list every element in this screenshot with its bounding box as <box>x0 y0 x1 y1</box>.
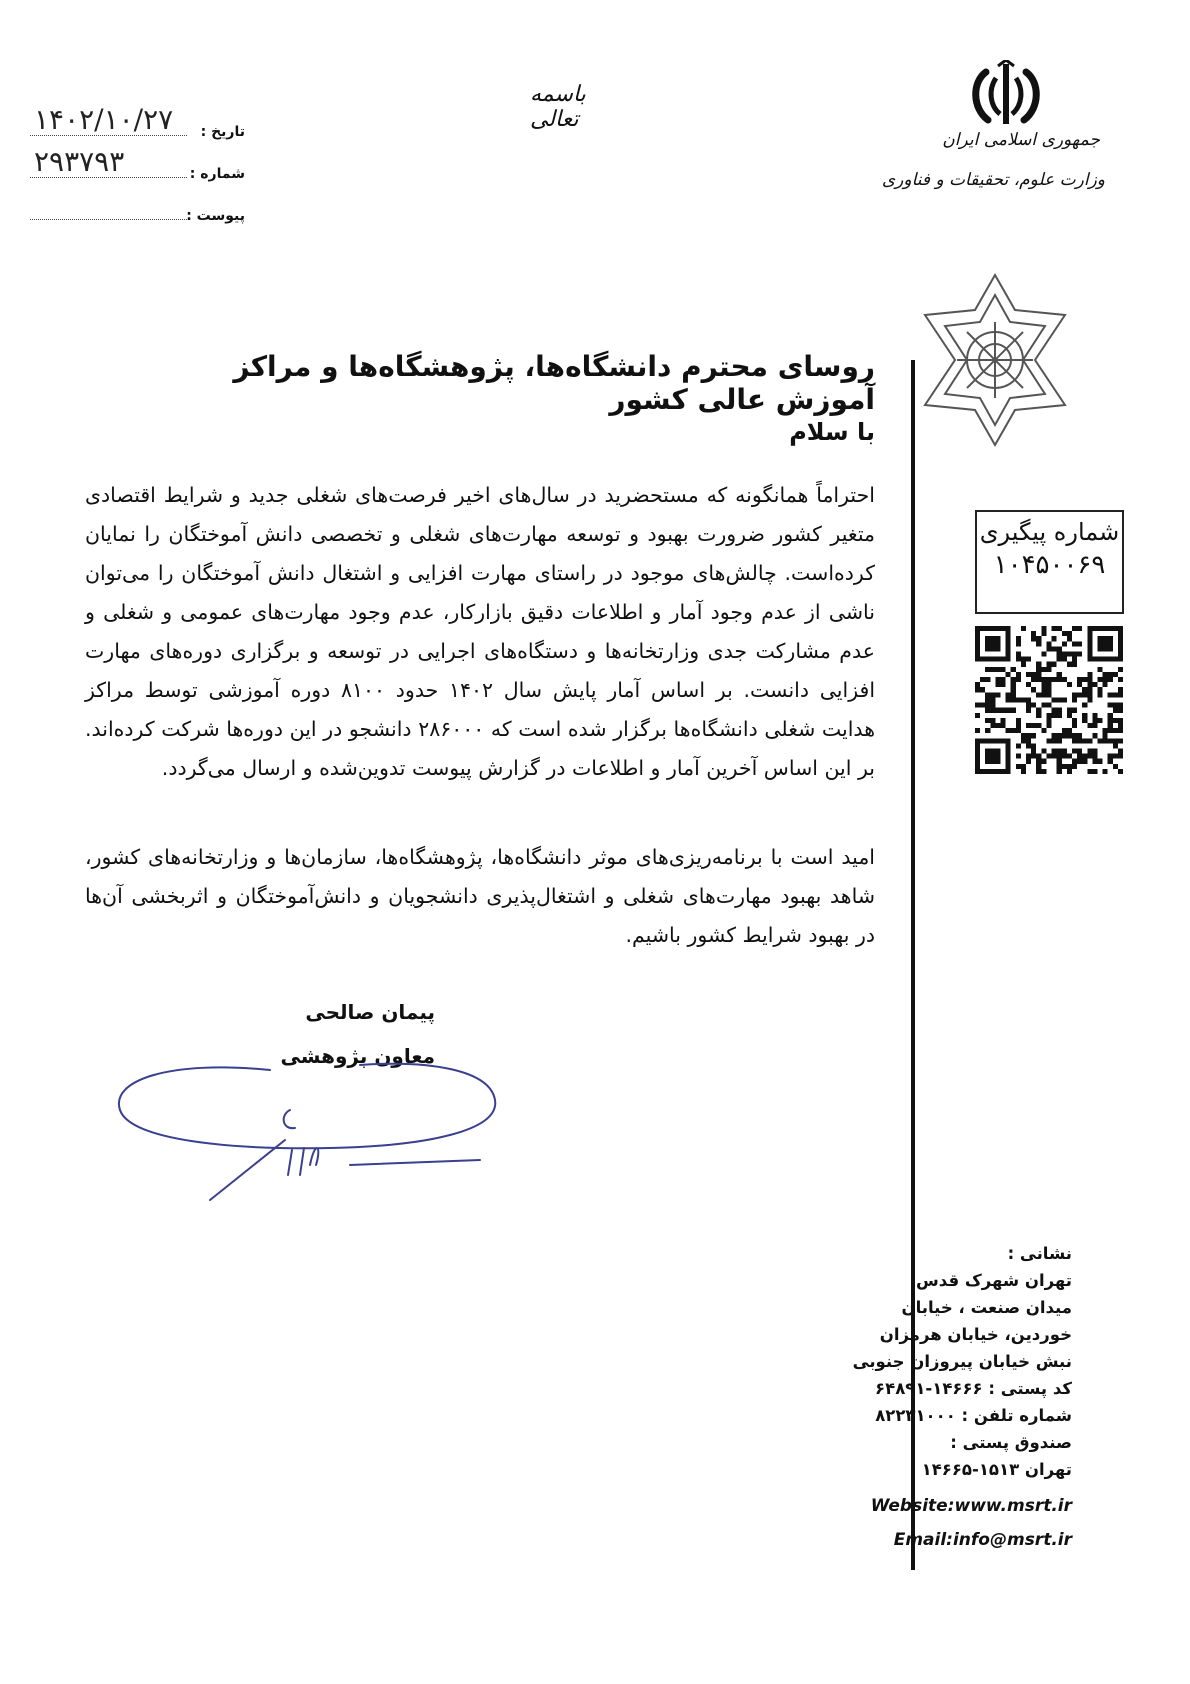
iran-emblem-icon <box>970 60 1042 130</box>
attachment-label: پیوست : <box>186 208 245 224</box>
paragraph-1: احتراماً همانگونه که مستحضرید در سال‌های اخیر فرصت‌های شغلی جدید و شرایط اقتصادی متغیر کشور ضرورت بهبود و توسعه مهارت‌های شغلی و تخصصی دانش آموختگان را نمایان کرده‌است. چالش‌های موجود در راستای مهارت افزایی و اشتغال دانش آموختگان را می‌توان ناشی از عدم وجود آمار و اطلاعات دقیق بازارکار، عدم وجود مهارت‌های عمومی و شغلی و عدم مشارکت جدی وزارتخانه‌ها و دستگاه‌های اجرایی در توسعه و برگزاری دوره‌های مهارت افزایی دانست. بر اساس آمار پایش سال ۱۴۰۲ حدود ۸۱۰۰ دوره آموزشی توسط مراکز هدایت شغلی دانشگاه‌ها برگزار شده است که ۲۸۶۰۰۰ دانشجو در این دوره‌ها شرکت کرده‌اند. بر این اساس آخرین آمار و اطلاعات در گزارش پیوست تدوین‌شده و ارسال می‌گردد. <box>85 483 876 780</box>
tracking-label: شماره پیگیری <box>979 518 1120 546</box>
pobox-value: تهران ۱۵۱۳-۱۴۶۶۵ <box>921 1460 1072 1479</box>
recipient-heading: روسای محترم دانشگاه‌ها، پژوهشگاه‌ها و مراکز آموزش عالی کشور <box>233 350 875 416</box>
date-label: تاریخ : <box>200 124 245 140</box>
qr-code-icon <box>975 625 1123 775</box>
ornament-icon <box>915 270 1075 450</box>
number-label: شماره : <box>189 166 245 182</box>
address-line2: میدان صنعت ، خیابان <box>901 1298 1072 1317</box>
address-block <box>812 1240 1072 1483</box>
date-row <box>30 103 245 142</box>
signer-title: معاون پژوهشی <box>280 1044 435 1068</box>
greeting: با سلام <box>789 418 875 446</box>
pobox-label: صندوق پستی : <box>950 1433 1072 1452</box>
signer-name: پیمان صالحی <box>305 1000 435 1024</box>
tracking-number: ۱۰۴۵۰۰۶۹ <box>993 550 1106 580</box>
attachment-row <box>30 192 245 226</box>
address-line1: تهران شهرک قدس <box>916 1271 1072 1290</box>
tracking-box <box>975 510 1124 614</box>
date-value: ۱۴۰۲/۱۰/۲۷ <box>34 103 174 136</box>
address-line4: نبش خیابان پیروزان جنوبی <box>852 1352 1072 1371</box>
phone-number: شماره تلفن : ۸۲۲۳۱۰۰۰ <box>875 1406 1072 1425</box>
postal-code: کد پستی : ۱۴۶۶۶-۶۴۸۹۱ <box>875 1379 1072 1398</box>
address-label: نشانی : <box>1007 1244 1072 1263</box>
attachment-line <box>30 219 187 220</box>
paragraph-2: امید است با برنامه‌ریزی‌های موثر دانشگاه‌ها، پژوهشگاه‌ها، سازمان‌ها و وزارتخانه‌های کشور، شاهد بهبود مهارت‌های شغلی و اشتغال‌پذیری دانشجویان و دانش‌آموختگان و اثربخشی آن‌ها در بهبود شرایط کشور باشیم. <box>85 845 875 947</box>
ministry-line1: جمهوری اسلامی ایران <box>942 130 1100 150</box>
number-value: ۲۹۳۷۹۳ <box>34 145 125 178</box>
signature-icon <box>110 1040 510 1220</box>
number-row <box>30 145 245 184</box>
bismillah-text: باسمه تعالی <box>530 82 586 132</box>
website-link[interactable]: Website:www.msrt.ir <box>870 1496 1072 1516</box>
address-line3: خوردین، خیابان هرمزان <box>879 1325 1072 1344</box>
email-link[interactable]: Email:info@msrt.ir <box>893 1530 1072 1550</box>
ministry-line2: وزارت علوم، تحقیقات و فناوری <box>881 170 1105 190</box>
